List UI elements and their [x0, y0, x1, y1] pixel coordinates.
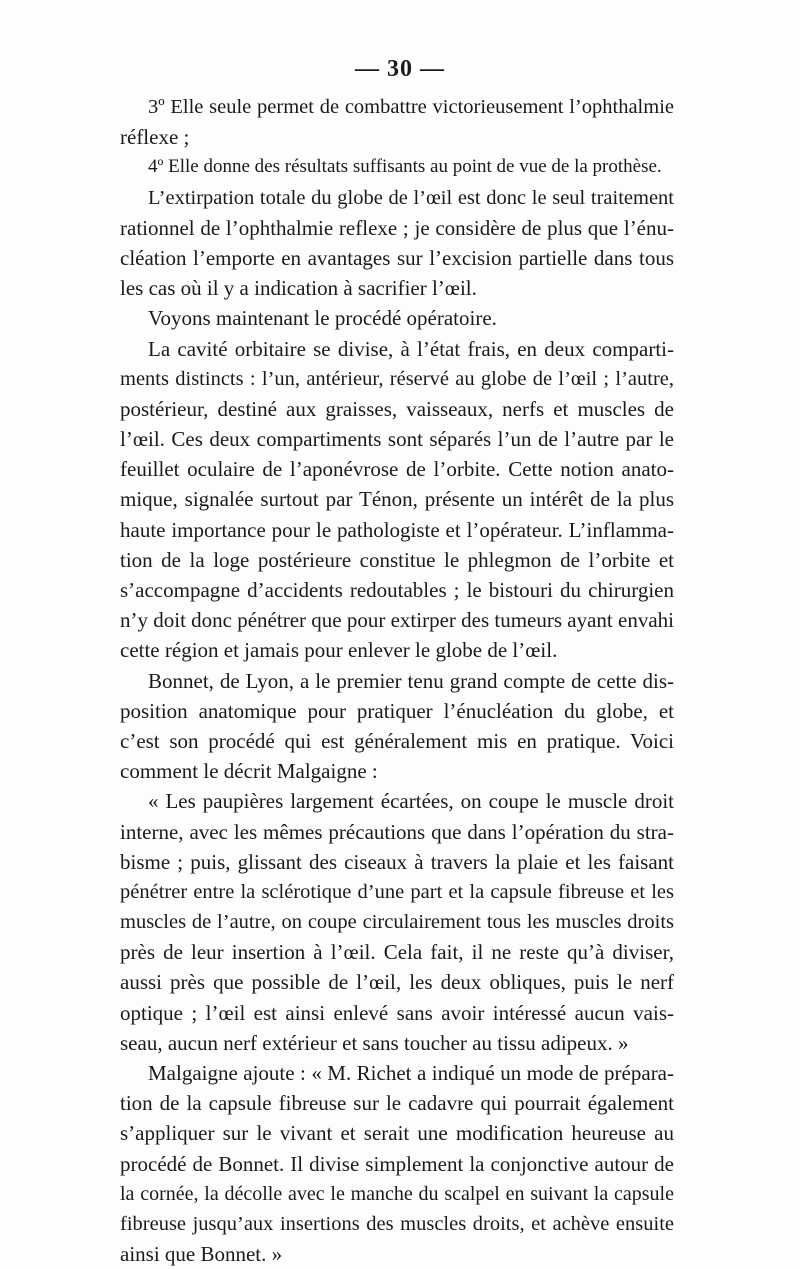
text-line: postérieur, destiné aux graisses, vaisseaux, nerfs et muscles de [120, 396, 674, 421]
text-line: s’appliquer sur le vivant et serait une modification heureuse au [120, 1121, 674, 1146]
text-line: c’est son procédé qui est généralement mis en pratique. Voici [120, 728, 674, 753]
text-line: comment le décrit Malgaigne : [120, 759, 378, 784]
text-line: seau, aucun nerf extérieur et sans toucher au tissu adipeux. » [120, 1030, 629, 1055]
text-line: la cornée, la décolle avec le manche du scalpel en suivant la capsule [120, 1182, 674, 1205]
text-line: feuillet oculaire de l’aponévrose de l’orbite. Cette notion anato- [120, 457, 674, 482]
text-line: haute importance pour le pathologiste et l’opérateur. L’inflamma- [120, 517, 674, 542]
text-line: aussi près que possible de l’œil, les deux obliques, puis le nerf [120, 970, 674, 995]
text-line: position anatomique pour pratiquer l’énucléation du globe, et [120, 698, 674, 723]
text-line: La cavité orbitaire se divise, à l’état frais, en deux comparti- [148, 336, 674, 361]
text-line: 3º Elle seule permet de combattre victorieusement l’ophthalmie [148, 96, 674, 118]
text-line: pénétrer entre la sclérotique d’une part et la capsule fibreuse et les [120, 880, 674, 903]
text-line: cette région et jamais pour enlever le globe de l’œil. [120, 638, 558, 663]
text-line: s’accompagne d’accidents redoutables ; le bistouri du chirurgien [120, 578, 674, 602]
text-line: tion de la capsule fibreuse sur le cadavre qui pourrait également [120, 1091, 674, 1116]
text-line: Bonnet, de Lyon, a le premier tenu grand compte de cette dis- [148, 668, 674, 693]
text-line: muscles de l’autre, on coupe circulairement tous les muscles droits [120, 911, 674, 934]
text-line: cléation l’emporte en avantages sur l’excision partielle dans tous [120, 245, 674, 270]
text-line: ainsi que Bonnet. » [120, 1242, 283, 1267]
page-number: — 30 — [355, 56, 445, 82]
text-line: « Les paupières largement écartées, on coupe le muscle droit [148, 789, 674, 814]
text-line: Voyons maintenant le procédé opératoire. [148, 306, 497, 331]
text-line: L’extirpation totale du globe de l’œil est donc le seul traitement [148, 186, 674, 209]
text-line: réflexe ; [120, 125, 190, 150]
body-text [120, 92, 674, 1269]
text-line: mique, signalée surtout par Ténon, présente un intérêt de la plus [120, 487, 674, 512]
text-line: les cas où il y a indication à sacrifier l’œil. [120, 276, 477, 301]
text-line: ments distincts : l’un, antérieur, réservé au globe de l’œil ; l’autre, [120, 367, 674, 390]
text-line: rationnel de l’ophthalmie reflexe ; je considère de plus que l’énu- [120, 215, 674, 240]
text-line: 4º Elle donne des résultats suffisants au point de vue de la prothèse. [148, 156, 662, 178]
text-line: procédé de Bonnet. Il divise simplement la conjonctive autour de [120, 1151, 674, 1176]
text-line: optique ; l’œil est ainsi enlevé sans avoir intéressé aucun vais- [120, 1000, 674, 1025]
text-line: fibreuse jusqu’aux insertions des muscles droits, et achève ensuite [120, 1212, 674, 1235]
text-line: près de leur insertion à l’œil. Cela fait, il ne reste qu’à diviser, [120, 940, 674, 965]
text-line: Malgaigne ajoute : « M. Richet a indiqué un mode de prépara- [148, 1061, 674, 1085]
text-line: tion de la loge postérieure constitue le phlegmon de l’orbite et [120, 547, 674, 572]
text-line: bisme ; puis, glissant des ciseaux à travers la plaie et les faisant [120, 849, 674, 874]
text-line: l’œil. Ces deux compartiments sont séparés l’un de l’autre par le [120, 427, 674, 452]
text-line: interne, avec les mêmes précautions que dans l’opération du stra- [120, 819, 674, 844]
text-line: n’y doit donc pénétrer que pour extirper des tumeurs ayant envahi [120, 608, 674, 633]
